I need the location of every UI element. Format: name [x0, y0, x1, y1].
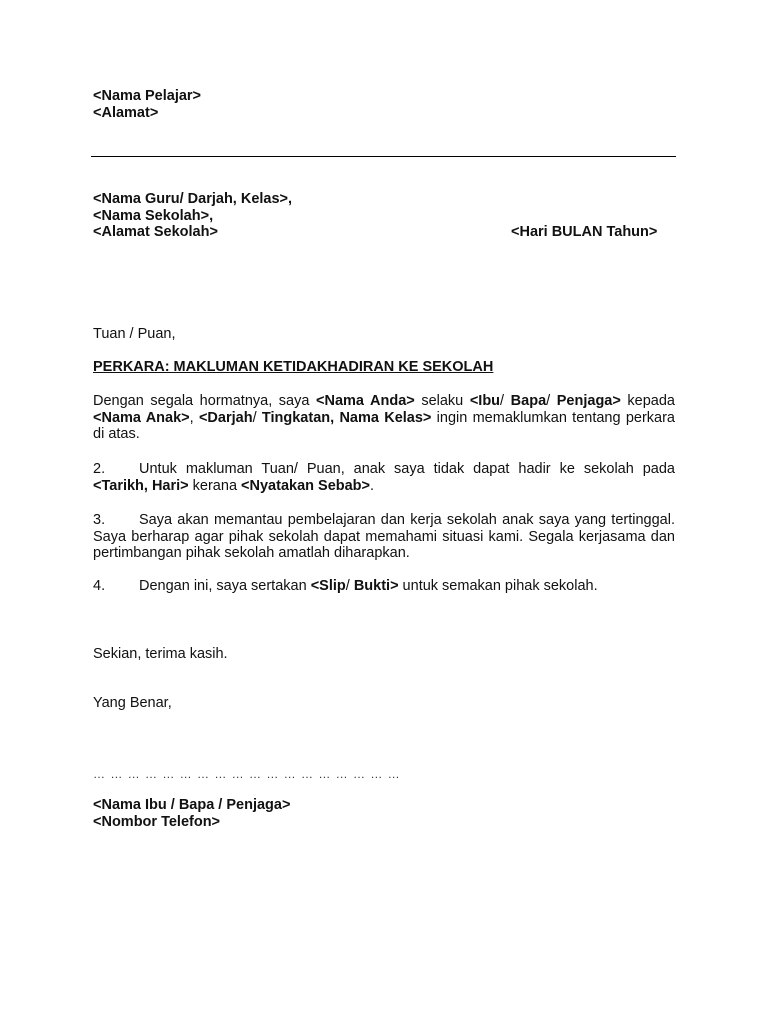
p1-text: ,	[189, 409, 199, 426]
paragraph-4	[93, 578, 675, 595]
p1-text: /	[546, 393, 557, 409]
p1-placeholder-name: <Nama Anda>	[316, 393, 415, 409]
sender-address: <Alamat>	[93, 104, 159, 121]
paragraph-1	[93, 393, 675, 443]
recipient-teacher: <Nama Guru/ Darjah, Kelas>,	[93, 191, 293, 207]
p2-text: .	[370, 477, 375, 494]
divider-line	[91, 156, 676, 157]
paragraph-number: 4.	[93, 578, 106, 594]
paragraph-3	[93, 512, 675, 562]
p1-text: ingin memaklumkan tentang perkara di atas.	[93, 409, 675, 442]
p2-placeholder-reason: <Nyatakan Sebab>	[241, 477, 371, 494]
p1-placeholder-role: Bapa	[510, 393, 547, 409]
paragraph-number: 3.	[93, 512, 106, 528]
p1-placeholder-role: Penjaga>	[556, 393, 621, 409]
recipient-school: <Nama Sekolah>,	[93, 207, 214, 224]
p1-text: /	[500, 393, 511, 409]
signature-line: … … … … … … … … … … … … … … … … … …	[93, 767, 401, 781]
p1-text: selaku	[414, 393, 470, 409]
paragraph-number: 2.	[93, 461, 106, 477]
p4-text: Dengan ini, saya sertakan	[139, 578, 311, 594]
p1-placeholder-role: <Ibu	[469, 393, 501, 409]
p2-text: kerana	[188, 477, 242, 494]
recipient-block	[93, 191, 292, 241]
p1-text: /	[252, 409, 262, 426]
p1-placeholder-child: <Nama Anak>	[93, 409, 190, 426]
p2-text: Untuk makluman Tuan/ Puan, anak saya tidak dapat hadir ke sekolah pada	[139, 461, 675, 477]
salutation: Tuan / Puan,	[93, 326, 176, 342]
sender-block	[93, 88, 201, 121]
recipient-school-address: <Alamat Sekolah>	[93, 224, 218, 240]
signatory-phone: <Nombor Telefon>	[93, 813, 221, 830]
p4-text: untuk semakan pihak sekolah.	[398, 578, 598, 594]
letter-date: <Hari BULAN Tahun>	[511, 224, 658, 240]
closing-line: Sekian, terima kasih.	[93, 646, 228, 662]
p4-placeholder-proof: Bukti>	[353, 578, 399, 594]
p2-placeholder-date: <Tarikh, Hari>	[93, 477, 189, 494]
sender-name: <Nama Pelajar>	[93, 88, 202, 104]
p1-placeholder-class: Tingkatan, Nama Kelas>	[261, 409, 432, 426]
sign-off: Yang Benar,	[93, 695, 172, 711]
p3-text: Saya akan memantau pembelajaran dan kerja sekolah anak saya yang tertinggal. Saya berharap agar pihak sekolah dapat memahami situasi kami. Segala kerjasama dan pertimbangan pihak sekolah amatlah diharapkan.	[93, 512, 675, 561]
signatory-block	[93, 797, 290, 830]
signatory-name: <Nama Ibu / Bapa / Penjaga>	[93, 797, 291, 813]
paragraph-2	[93, 461, 675, 494]
p4-text: /	[345, 578, 354, 594]
p1-text: Dengan segala hormatnya, saya	[93, 393, 317, 409]
subject-line: PERKARA: MAKLUMAN KETIDAKHADIRAN KE SEKOLAH	[93, 359, 494, 375]
p1-placeholder-class: <Darjah	[198, 409, 253, 426]
p4-placeholder-slip: <Slip	[310, 578, 346, 594]
p1-text: kepada	[620, 393, 675, 409]
